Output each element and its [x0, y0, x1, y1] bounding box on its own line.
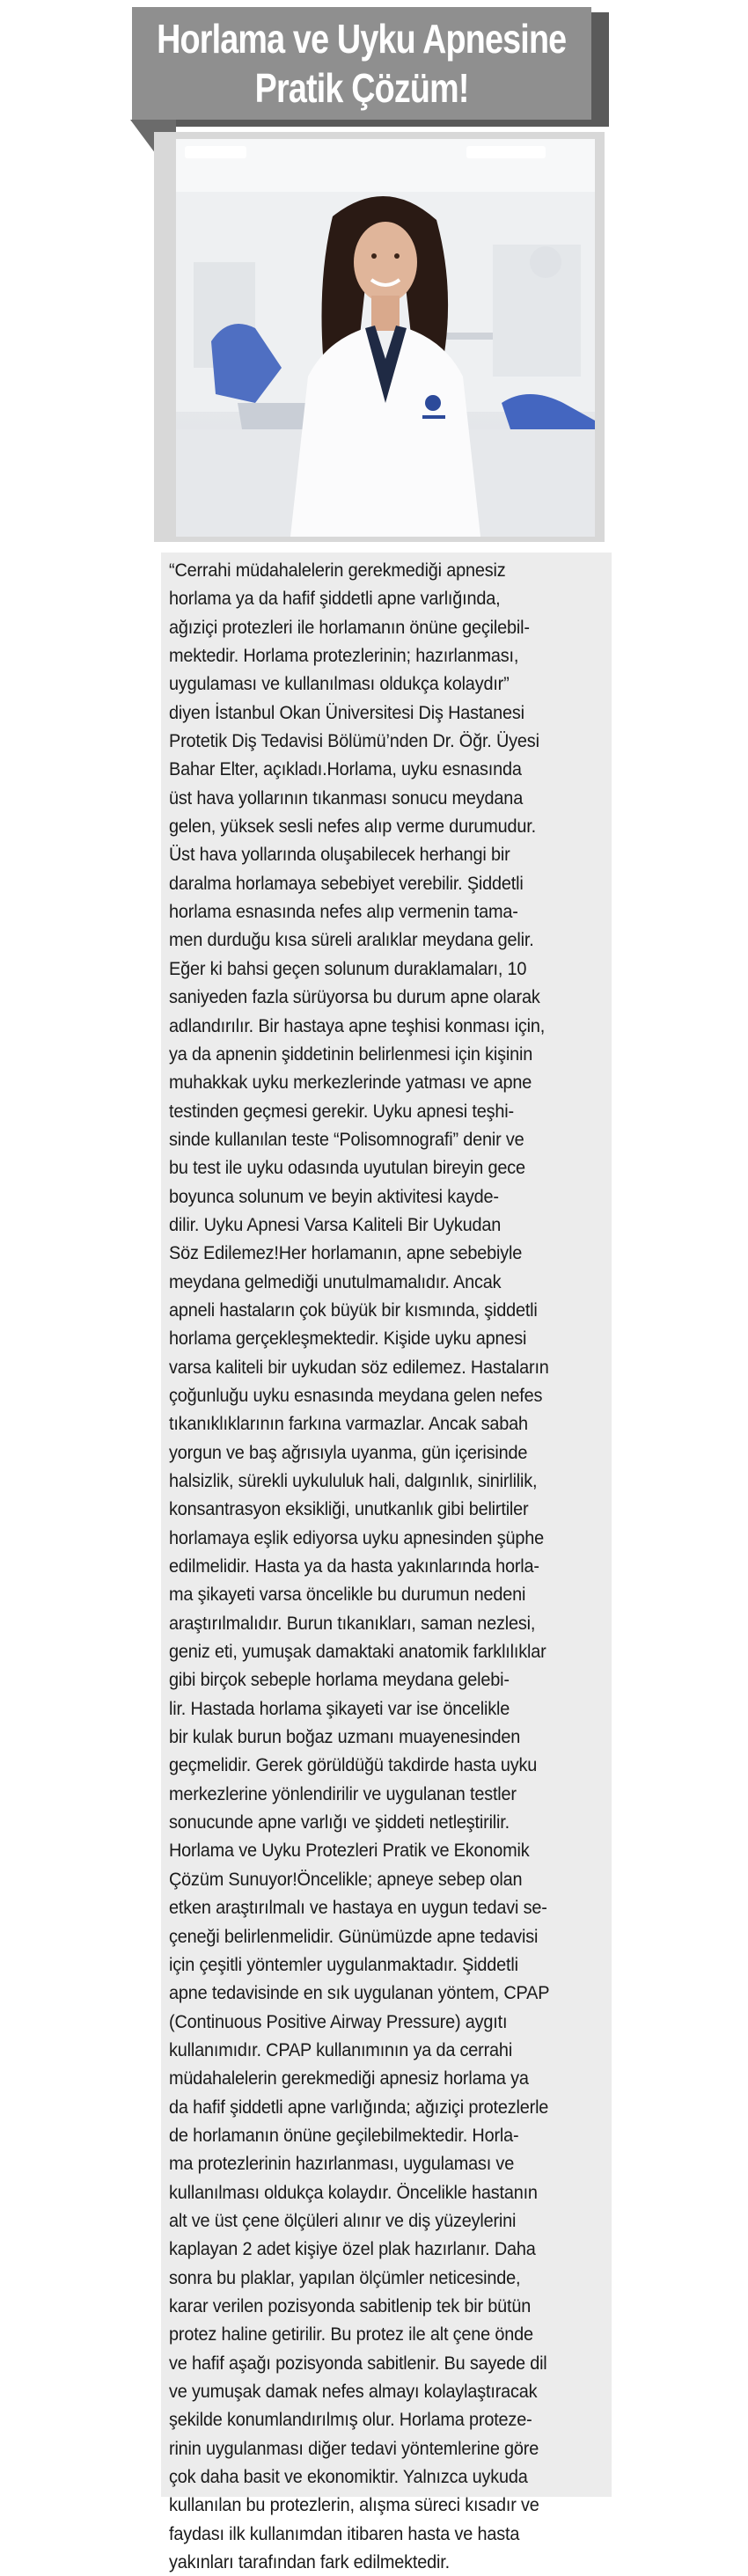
article-line: Çözüm Sunuyor!Öncelikle; apneye sebep olan [169, 1868, 523, 1890]
article-line: uygulaması ve kullanılması oldukça kolaydır” [169, 673, 510, 695]
article-line: mektedir. Horlama protezlerinin; hazırlanması, [169, 645, 519, 667]
article-line: men durduğu kısa süreli aralıklar meydana gelir. [169, 929, 534, 951]
article-line: “Cerrahi müdahalelerin gerekmediği apnesiz [169, 560, 506, 581]
article-line: horlama ya da hafif şiddetli apne varlığında, [169, 588, 501, 610]
article-line: kullanılan bu protezlerin, alışma süreci kısadır ve [169, 2494, 539, 2516]
article-line: çoğunluğu uyku esnasında meydana gelen nefes [169, 1384, 543, 1406]
article-line: diyen İstanbul Okan Üniversitesi Diş Hastanesi [169, 701, 524, 723]
article-line: horlamaya eşlik ediyorsa uyku apnesinden şüphe [169, 1526, 545, 1548]
article-line: ma protezlerinin hazırlanması, uygulaması ve [169, 2153, 515, 2175]
article-line: yorgun ve baş ağrısıyla uyanma, gün içerisinde [169, 1441, 528, 1463]
article-line: müdahalelerin gerekmediği apnesiz horlama ya [169, 2067, 529, 2089]
article-line: çok daha basit ve ekonomiktir. Yalnızca uykuda [169, 2466, 528, 2488]
article-line: araştırılmalıdır. Burun tıkanıkları, saman nezlesi, [169, 1612, 536, 1634]
article-line: etken araştırılmalı ve hastaya en uygun tedavi se- [169, 1897, 547, 1919]
article-line: ağıziçi protezleri ile horlamanın önüne geçilebil- [169, 616, 530, 638]
article-line: apne tedavisinde en sık uygulanan yöntem, CPAP [169, 1982, 550, 2004]
article-line: de horlamanın önüne geçilebilmektedir. Horla- [169, 2124, 519, 2146]
article-line: Üst hava yollarında oluşabilecek herhangi bir [169, 844, 510, 866]
article-line: sonucunde apne varlığı ve şiddeti netleştirilir. [169, 1811, 510, 1833]
article-line: alt ve üst çene ölçüleri alınır ve diş yüzeylerini [169, 2209, 517, 2231]
article-line: ya da apnenin şiddetinin belirlenmesi için kişinin [169, 1043, 533, 1065]
article-line: kullanılması oldukça kolaydır. Öncelikle hastanın [169, 2181, 538, 2203]
article-line: karar verilen pozisyonda sabitlenip tek bir bütün [169, 2294, 532, 2316]
headline-line-2: Pratik Çözüm! [254, 65, 469, 111]
article-line: çeneği belirlenmelidir. Günümüzde apne tedavisi [169, 1925, 539, 1947]
article-line: horlama esnasında nefes alıp vermenin tama- [169, 901, 518, 923]
doctor-photo [176, 139, 595, 537]
article-line: şekilde konumlandırılmış olur. Horlama proteze- [169, 2409, 532, 2431]
article-line: rinin uygulanması diğer tedavi yöntemlerine göre [169, 2437, 539, 2459]
article-line: ma şikayeti varsa öncelikle bu durumun nedeni [169, 1584, 526, 1606]
article-line: bu test ile uyku odasında uyutulan bireyin gece [169, 1157, 525, 1179]
article-line: da hafif şiddetli apne varlığında; ağıziçi protezlerle [169, 2096, 549, 2118]
article-line: muhakkak uyku merkezlerinde yatması ve apne [169, 1072, 532, 1094]
article-line: geniz eti, yumuşak damaktaki anatomik farklılıklar [169, 1641, 546, 1663]
article-line: kullanımıdır. CPAP kullanımının ya da cerrahi [169, 2038, 513, 2060]
article-line: (Continuous Positive Airway Pressure) aygıtı [169, 2010, 508, 2032]
article-line: meydana gelmediği unutulmamalıdır. Ancak [169, 1270, 502, 1292]
article-line: halsizlik, sürekli uykululuk hali, dalgınlık, sinirlilik, [169, 1470, 538, 1491]
article-line: Horlama ve Uyku Protezleri Pratik ve Ekonomik [169, 1840, 530, 1862]
article-line: Bahar Elter, açıkladı.Horlama, uyku esnasında [169, 758, 522, 780]
article-line: sinde kullanılan teste “Polisomnografi” denir ve [169, 1128, 524, 1150]
article-line: edilmelidir. Hasta ya da hasta yakınlarında horla- [169, 1555, 539, 1577]
header-banner [132, 7, 591, 120]
article-line: Eğer ki bahsi geçen solunum duraklamaları, 10 [169, 957, 527, 979]
article-line: horlama gerçekleşmektedir. Kişide uyku apnesi [169, 1328, 527, 1350]
article-line: testinden geçmesi gerekir. Uyku apnesi teşhi- [169, 1100, 514, 1122]
article-line: daralma horlamaya sebebiyet verebilir. Şiddetli [169, 872, 524, 894]
article-line: konsantrasyon eksikliği, unutkanlık gibi belirtiler [169, 1498, 529, 1520]
article-line: merkezlerine yönlendirilir ve uygulanan testler [169, 1782, 517, 1804]
article-line: varsa kaliteli bir uykudan söz edilemez. Hastaların [169, 1356, 549, 1378]
article-line: Protetik Diş Tedavisi Bölümü’nden Dr. Öğr. Üyesi [169, 730, 539, 752]
article-line: adlandırılır. Bir hastaya apne teşhisi konması için, [169, 1014, 546, 1036]
article-line: için çeşitli yöntemler uygulanmaktadır. Şiddetli [169, 1953, 518, 1975]
article-line: boyunca solunum ve beyin aktivitesi kayde- [169, 1185, 499, 1207]
article-line: lir. Hastada horlama şikayeti var ise öncelikle [169, 1697, 510, 1719]
doctor-portrait-illustration [176, 139, 595, 537]
article-line: dilir. Uyku Apnesi Varsa Kaliteli Bir Uykudan [169, 1213, 502, 1235]
article-line: faydası ilk kullanımdan itibaren hasta ve hasta [169, 2522, 520, 2544]
article-line: üst hava yollarının tıkanması sonucu meydana [169, 787, 524, 809]
article-line: protez haline getirilir. Bu protez ile alt çene önde [169, 2324, 533, 2345]
article-line: geçmelidir. Gerek görüldüğü takdirde hasta uyku [169, 1754, 538, 1776]
headline-line-1: Horlama ve Uyku Apnesine [157, 16, 567, 62]
article-line: ve hafif aşağı pozisyonda sabitlenir. Bu sayede dil [169, 2352, 547, 2374]
article-body [169, 556, 609, 2576]
article-line: Söz Edilemez!Her horlamanın, apne sebebiyle [169, 1242, 523, 1264]
article-line: saniyeden fazla sürüyorsa bu durum apne olarak [169, 986, 540, 1008]
article-line: gibi birçok sebeple horlama meydana gelebi- [169, 1669, 510, 1691]
article-line: kaplayan 2 adet kişiye özel plak hazırlanır. Daha [169, 2238, 536, 2260]
article-line: bir kulak burun boğaz uzmanı muayenesinden [169, 1726, 521, 1748]
article-line: gelen, yüksek sesli nefes alıp verme durumudur. [169, 816, 536, 838]
article-line: tıkanıklıklarının farkına varmazlar. Ancak sabah [169, 1413, 528, 1435]
article-line: ve yumuşak damak nefes almayı kolaylaştıracak [169, 2381, 538, 2402]
article-line: sonra bu plaklar, yapılan ölçümler neticesinde, [169, 2266, 521, 2288]
article-line: apneli hastaların çok büyük bir kısmında, şiddetli [169, 1299, 538, 1321]
article-line: yakınları tarafından fark edilmektedir. [169, 2551, 450, 2573]
